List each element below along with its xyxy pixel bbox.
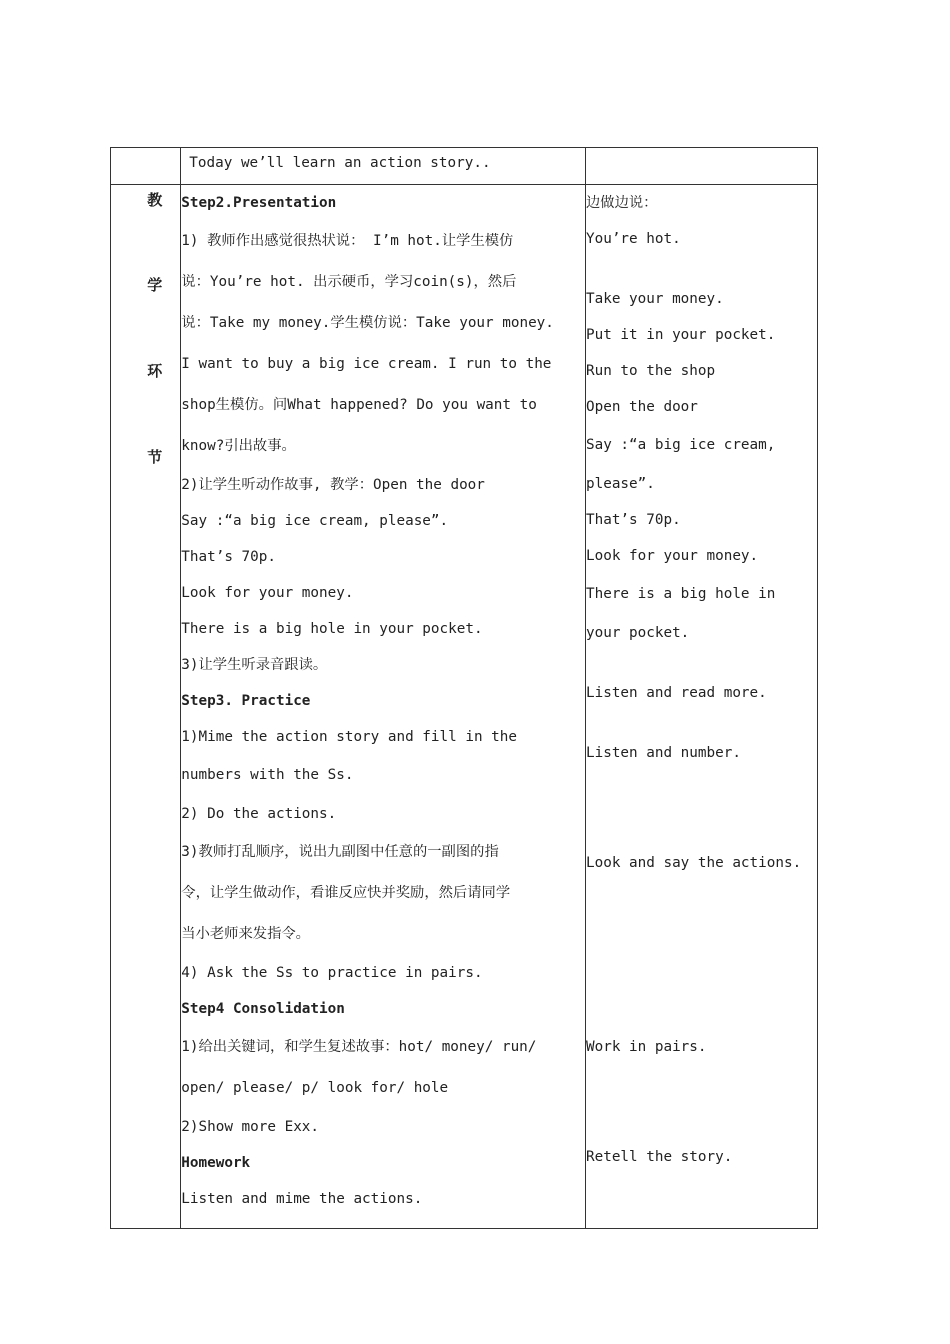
spacer	[586, 711, 817, 735]
step2-title: Step2.Presentation	[181, 195, 337, 211]
student-line: Put it in your pocket.	[586, 327, 776, 343]
step2-line: Look for your money.	[181, 585, 354, 601]
step3-line: 当小老师来发指令。	[181, 926, 310, 942]
stage-char: 教	[147, 191, 163, 209]
stage-char: 环	[147, 362, 163, 380]
step2-line: 1) 教师作出感觉很热状说： I’m hot.让学生模仿	[181, 233, 514, 249]
student-line: Open the door	[586, 399, 698, 415]
intro-text: Today we’ll learn an action story..	[189, 155, 491, 171]
step4-line: 1)给出关键词，和学生复述故事：hot/ money/ run/	[181, 1039, 537, 1055]
step2-line: I want to buy a big ice cream. I run to the	[181, 356, 552, 372]
student-line: Run to the shop	[586, 363, 716, 379]
intro-cell	[181, 148, 586, 185]
spacer	[586, 881, 817, 1029]
student-line: 边做边说：	[586, 195, 658, 211]
spacer	[586, 1065, 817, 1139]
student-line: You’re hot.	[586, 231, 681, 247]
student-line: please”.	[586, 476, 655, 492]
stage-label	[111, 185, 180, 1228]
spacer	[586, 257, 817, 281]
step2-line: 3)让学生听录音跟读。	[181, 657, 328, 673]
step2-line: shop生模仿。问What happened? Do you want to	[181, 397, 537, 413]
student-line: Take your money.	[586, 291, 724, 307]
step3-title: Step3. Practice	[181, 693, 311, 709]
spacer	[586, 651, 817, 675]
student-line: Retell the story.	[586, 1149, 733, 1165]
student-line: Look and say the actions.	[586, 855, 802, 871]
stage-label-cell	[111, 185, 181, 1229]
intro-student-cell	[586, 148, 818, 185]
student-line: There is a big hole in	[586, 586, 776, 602]
step2-line: 2)让学生听动作故事, 教学：Open the door	[181, 477, 485, 493]
student-line: Look for your money.	[586, 548, 759, 564]
student-activities-cell	[586, 185, 818, 1229]
stage-char: 节	[147, 448, 163, 466]
step4-line: open/ please/ p/ look for/ hole	[181, 1080, 449, 1096]
step4-line: 2)Show more Exx.	[181, 1119, 320, 1135]
teacher-activities-cell	[181, 185, 586, 1229]
step2-line: know?引出故事。	[181, 438, 296, 454]
step3-line: 4) Ask the Ss to practice in pairs.	[181, 965, 483, 981]
step2-line: Say :“a big ice cream, please”.	[181, 513, 449, 529]
student-line: Say :“a big ice cream,	[586, 437, 776, 453]
lesson-plan-table	[110, 147, 818, 1229]
step3-line: 令，让学生做动作，看谁反应快并奖励，然后请同学	[181, 885, 511, 901]
step2-line: 说：You’re hot. 出示硬币，学习coin(s)，然后	[181, 274, 517, 290]
stage-cell-empty	[111, 148, 181, 185]
homework-line: Listen and mime the actions.	[181, 1191, 423, 1207]
student-line: That’s 70p.	[586, 512, 681, 528]
stage-char: 学	[147, 276, 163, 294]
table-row	[111, 185, 818, 1229]
spacer	[586, 771, 817, 845]
step3-line: 1)Mime the action story and fill in the	[181, 729, 517, 745]
step2-line: That’s 70p.	[181, 549, 276, 565]
step3-line: 3)教师打乱顺序，说出九副图中任意的一副图的指	[181, 844, 499, 860]
student-line: your pocket.	[586, 625, 690, 641]
step2-line: There is a big hole in your pocket.	[181, 621, 483, 637]
student-line: Listen and number.	[586, 745, 741, 761]
step3-line: numbers with the Ss.	[181, 767, 354, 783]
homework-title: Homework	[181, 1155, 251, 1171]
student-line: Work in pairs.	[586, 1039, 707, 1055]
step3-line: 2) Do the actions.	[181, 806, 337, 822]
student-line: Listen and read more.	[586, 685, 767, 701]
step4-title: Step4 Consolidation	[181, 1001, 345, 1017]
step2-line: 说：Take my money.学生模仿说：Take your money.	[181, 315, 554, 331]
table-row	[111, 148, 818, 185]
